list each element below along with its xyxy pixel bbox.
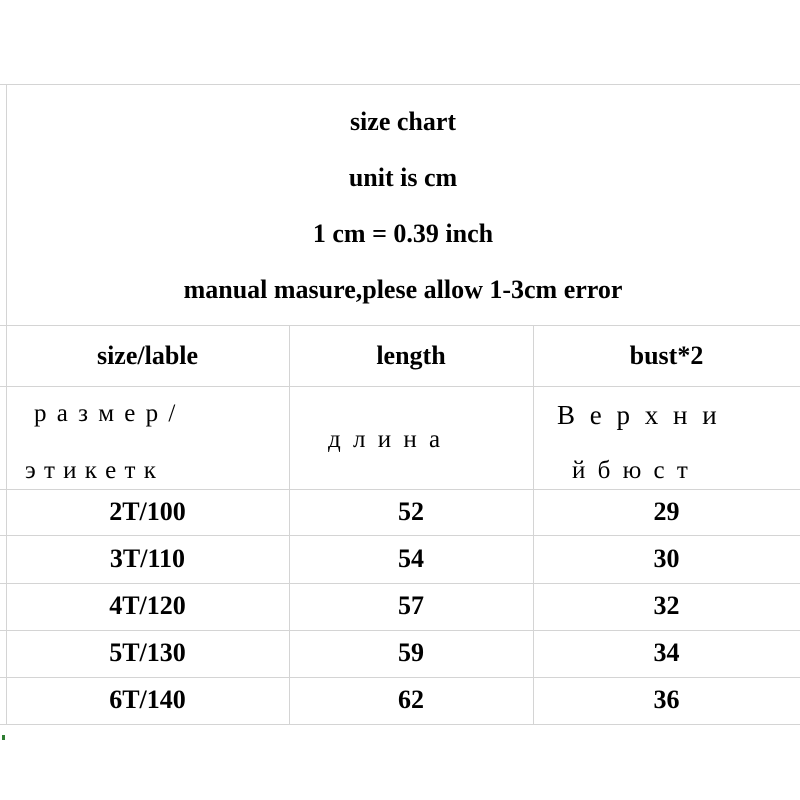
cell-cursor-mark [2, 735, 5, 740]
length-cell: 57 [398, 591, 424, 620]
column-header-bust-ru-line2: й б ю с т [572, 457, 691, 484]
size-cell: 3T/110 [109, 544, 186, 573]
bust-cell: 30 [653, 544, 680, 573]
grid-line [0, 630, 800, 631]
size-cell: 2T/100 [109, 497, 186, 526]
length-cell: 59 [398, 638, 424, 667]
bust-cell: 32 [653, 591, 680, 620]
chart-title: size chart [349, 107, 457, 136]
grid-line [0, 677, 800, 678]
column-header-length-ru: д л и н а [328, 426, 444, 453]
grid-line [0, 724, 800, 725]
bust-cell: 34 [653, 638, 680, 667]
size-cell: 6T/140 [109, 685, 186, 714]
error-note: manual masure,plese allow 1-3cm error [183, 275, 623, 304]
grid-line [0, 535, 800, 536]
column-header-bust-ru-line1: В е р х н и [557, 400, 721, 430]
unit-note: unit is cm [348, 163, 458, 192]
size-cell: 5T/130 [109, 638, 186, 667]
bust-cell: 36 [653, 685, 680, 714]
grid-line [0, 583, 800, 584]
bust-cell: 29 [653, 497, 680, 526]
grid-line [0, 325, 800, 326]
column-header-size: size/lable [96, 341, 199, 370]
length-cell: 62 [398, 685, 424, 714]
conversion-note: 1 cm = 0.39 inch [312, 219, 494, 248]
length-cell: 52 [398, 497, 424, 526]
column-header-size-ru-line1: р а з м е р / [34, 400, 178, 427]
grid-line [0, 386, 800, 387]
grid-line [0, 489, 800, 490]
length-cell: 54 [398, 544, 424, 573]
grid-line [0, 84, 800, 85]
column-header-bust: bust*2 [629, 341, 704, 370]
column-header-size-ru-line2: э т и к е т к [25, 457, 157, 484]
size-cell: 4T/120 [109, 591, 186, 620]
column-header-length: length [376, 341, 446, 370]
